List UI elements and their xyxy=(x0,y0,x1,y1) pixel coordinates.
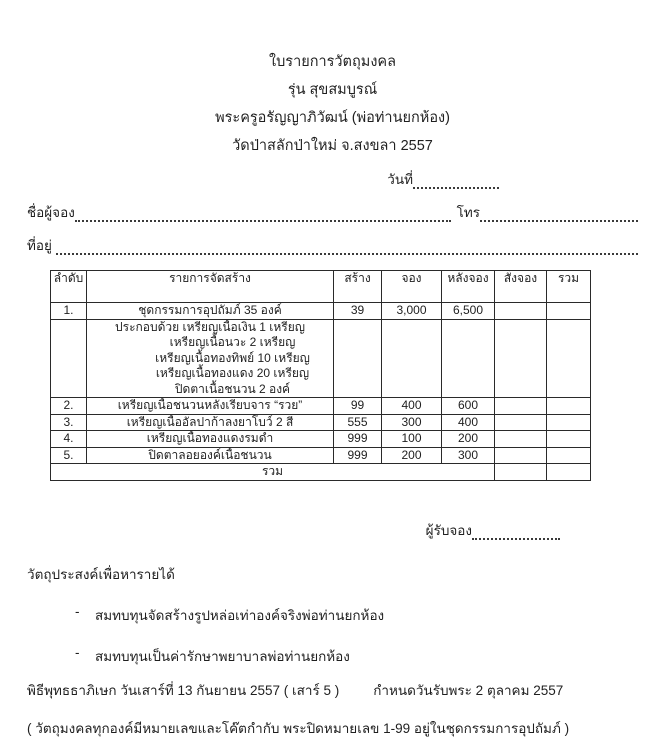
order-table xyxy=(50,270,591,481)
purpose-bullet-text: สมทบทุนเป็นค่ารักษาพยาบาลพ่อท่านยกห้อง xyxy=(95,648,350,664)
total-order-cell xyxy=(495,464,547,481)
date-label: วันที่ xyxy=(387,172,413,187)
cell-made: 999 xyxy=(334,431,382,448)
cell-total xyxy=(547,414,591,431)
total-sum-cell xyxy=(547,464,591,481)
cell-item: เหรียญเนื้ออัลปาก้าลงยาโบว์ 2 สี xyxy=(87,414,334,431)
date-dotted-fill xyxy=(413,174,499,189)
detail-line: ปิดตาเนื้อชนวน 2 องค์ xyxy=(174,381,291,396)
cell-order xyxy=(495,447,547,464)
table-row xyxy=(51,414,591,431)
cell-item: ชุดกรรมการอุปถัมภ์ 35 องค์ xyxy=(87,303,334,320)
phone-label: โทร xyxy=(456,205,480,220)
code-note-line: ( วัตถุมงคลทุกองค์มีหมายเลขและโค๊ตกำกับ พระปิดหมายเลข 1-99 อยู่ในชุดกรรมการอุปถัมภ์ ) xyxy=(27,720,570,736)
cell-after-book: 300 xyxy=(442,447,495,464)
cell-booked: 200 xyxy=(382,447,442,464)
column-header-made: สร้าง xyxy=(334,271,382,303)
column-header-booked: จอง xyxy=(382,271,442,303)
cell-made: 999 xyxy=(334,447,382,464)
cell-item-detail xyxy=(87,319,334,398)
cell-total xyxy=(547,398,591,415)
table-detail-row xyxy=(51,319,591,398)
cell-made-empty xyxy=(334,319,382,398)
cell-item: เหรียญเนื้อชนวนหลังเรียบจาร “รวย” xyxy=(87,398,334,415)
detail-line: เหรียญเนื้อทองแดง 20 เหรียญ xyxy=(155,366,310,380)
table-total-row xyxy=(51,464,591,481)
booker-name-line xyxy=(27,204,638,222)
bullet-dash: - xyxy=(75,603,80,619)
column-header-item: รายการจัดสร้าง xyxy=(87,271,334,303)
cell-booked-empty xyxy=(382,319,442,398)
detail-line: เหรียญเนื้อนวะ 2 เหรียญ xyxy=(169,335,296,349)
cell-made: 39 xyxy=(334,303,382,320)
table-row xyxy=(51,431,591,448)
cell-order xyxy=(495,303,547,320)
cell-order-empty xyxy=(495,319,547,398)
edition-line: รุ่น สุขสมบูรณ์ xyxy=(287,82,378,98)
cell-after-book: 400 xyxy=(442,414,495,431)
phone-dotted-fill xyxy=(480,207,638,222)
table-row xyxy=(51,398,591,415)
spacer xyxy=(339,679,373,701)
cell-total xyxy=(547,431,591,448)
cell-no: 1. xyxy=(51,303,87,320)
booker-name-dotted-fill xyxy=(75,207,451,222)
table-row xyxy=(51,303,591,320)
purpose-bullet-text: สมทบทุนจัดสร้างรูปหล่อเท่าองค์จริงพ่อท่านยกห้อง xyxy=(95,607,385,623)
cell-order xyxy=(495,398,547,415)
column-header-order: สั่งจอง xyxy=(495,271,547,303)
cell-item: ปิดตาลอยองค์เนื้อชนวน xyxy=(87,447,334,464)
detail-line: ประกอบด้วย เหรียญเนื้อเงิน 1 เหรียญ xyxy=(115,319,305,334)
cell-after-book-empty xyxy=(442,319,495,398)
address-dotted-fill xyxy=(56,240,638,255)
cell-after-book: 200 xyxy=(442,431,495,448)
cell-total-empty xyxy=(547,319,591,398)
cell-total xyxy=(547,447,591,464)
document-title: ใบรายการวัตถุมงคล xyxy=(269,54,396,70)
cell-booked: 100 xyxy=(382,431,442,448)
cell-no: 3. xyxy=(51,414,87,431)
bullet-dash: - xyxy=(75,644,80,660)
cell-made: 555 xyxy=(334,414,382,431)
cell-no-empty xyxy=(51,319,87,398)
date-line xyxy=(27,171,499,189)
cell-order xyxy=(495,414,547,431)
cell-total xyxy=(547,303,591,320)
cell-no: 4. xyxy=(51,431,87,448)
purpose-heading: วัตถุประสงค์เพื่อหารายได้ xyxy=(27,566,175,582)
receiver-label: ผู้รับจอง xyxy=(425,522,472,538)
receive-date-text: กำหนดวันรับพระ 2 ตุลาคม 2557 xyxy=(373,682,564,698)
cell-no: 2. xyxy=(51,398,87,415)
table-row xyxy=(51,447,591,464)
receiver-dotted-fill xyxy=(472,525,560,540)
cell-item: เหรียญเนื้อทองแดงรมดำ xyxy=(87,431,334,448)
table-header-row xyxy=(51,271,591,303)
cell-after-book: 6,500 xyxy=(442,303,495,320)
cell-booked: 3,000 xyxy=(382,303,442,320)
address-label: ที่อยู่ xyxy=(27,238,52,253)
total-row-label: รวม xyxy=(51,464,495,481)
cell-booked: 300 xyxy=(382,414,442,431)
booker-name-label: ชื่อผู้จอง xyxy=(27,205,75,220)
document-header xyxy=(27,52,638,164)
receiver-line xyxy=(27,522,560,540)
ceremony-line xyxy=(27,679,638,701)
purpose-bullet xyxy=(27,604,638,626)
cell-booked: 400 xyxy=(382,398,442,415)
cell-after-book: 600 xyxy=(442,398,495,415)
column-header-no: ลำดับ xyxy=(51,271,87,303)
cell-made: 99 xyxy=(334,398,382,415)
column-header-total: รวม xyxy=(547,271,591,303)
detail-line: เหรียญเนื้อทองทิพย์ 10 เหรียญ xyxy=(155,350,310,365)
cell-order xyxy=(495,431,547,448)
cell-no: 5. xyxy=(51,447,87,464)
temple-line: วัดป่าสลักป่าใหม่ จ.สงขลา 2557 xyxy=(232,138,433,154)
address-line xyxy=(27,237,638,255)
monk-name-line: พระครูอรัญญาภิวัฒน์ (พ่อท่านยกห้อง) xyxy=(215,110,450,126)
purpose-bullet xyxy=(27,645,638,667)
ceremony-date-text: พิธีพุทธธาภิเษก วันเสาร์ที่ 13 กันยายน 2557 ( เสาร์ 5 ) xyxy=(27,682,340,698)
column-header-after-book: หลังจอง xyxy=(442,271,495,303)
